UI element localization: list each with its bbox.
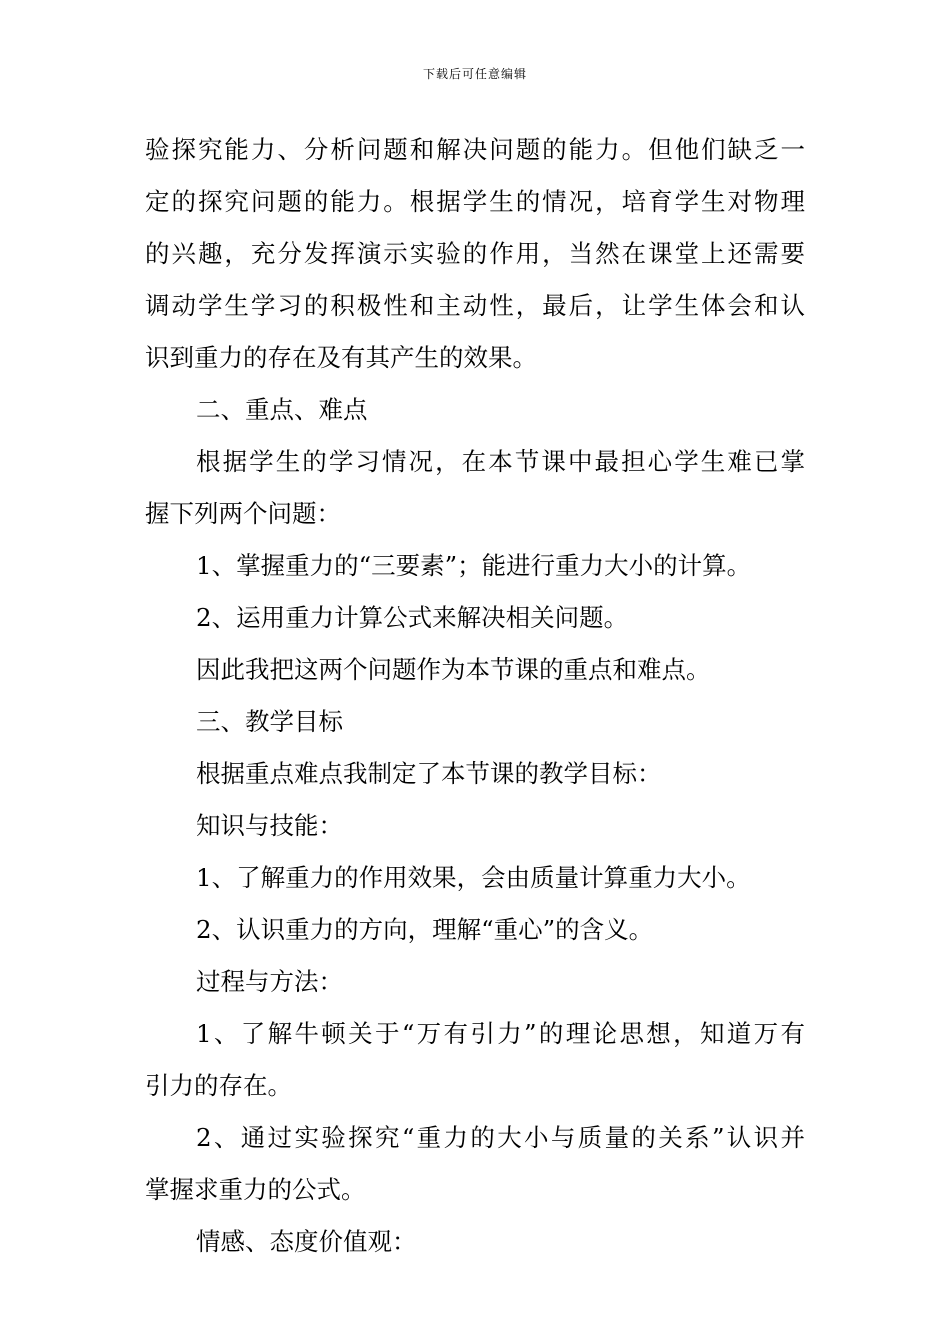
subsection-heading: 知识与技能： (196, 811, 343, 840)
section-heading: 三、教学目标 (196, 707, 343, 736)
text-line: 调动学生学习的积极性和主动性，最后，让学生体会和认 (145, 291, 805, 320)
document-body (145, 124, 805, 1268)
list-item: 2、通过实验探究“重力的大小与质量的关系”认识并 (196, 1123, 805, 1152)
list-item: 2、运用重力计算公式来解决相关问题。 (196, 603, 629, 632)
list-item: 1、了解牛顿关于“万有引力”的理论思想，知道万有 (196, 1019, 805, 1048)
section-heading: 二、重点、难点 (196, 395, 368, 424)
text-line: 因此我把这两个问题作为本节课的重点和难点。 (196, 655, 711, 684)
text-line: 的兴趣，充分发挥演示实验的作用，当然在课堂上还需要 (145, 239, 805, 268)
page-header: 下载后可任意编辑 (422, 67, 527, 81)
text-line: 验探究能力、分析问题和解决问题的能力。但他们缺乏一 (145, 135, 805, 164)
text-line: 掌握求重力的公式。 (145, 1175, 366, 1204)
text-line: 握下列两个问题： (145, 499, 341, 528)
subsection-heading: 情感、态度价值观： (196, 1227, 417, 1256)
text-line: 定的探究问题的能力。根据学生的情况，培育学生对物理 (145, 187, 805, 216)
text-line: 根据学生的学习情况，在本节课中最担心学生难已掌 (196, 447, 805, 476)
text-line: 根据重点难点我制定了本节课的教学目标： (196, 759, 662, 788)
subsection-heading: 过程与方法： (196, 967, 343, 996)
text-line: 引力的存在。 (145, 1071, 292, 1100)
text-line: 识到重力的存在及有其产生的效果。 (145, 343, 537, 372)
list-item: 1、掌握重力的“三要素”；能进行重力大小的计算。 (196, 551, 752, 580)
list-item: 1、了解重力的作用效果，会由质量计算重力大小。 (196, 863, 751, 892)
list-item: 2、认识重力的方向，理解“重心”的含义。 (196, 915, 654, 944)
